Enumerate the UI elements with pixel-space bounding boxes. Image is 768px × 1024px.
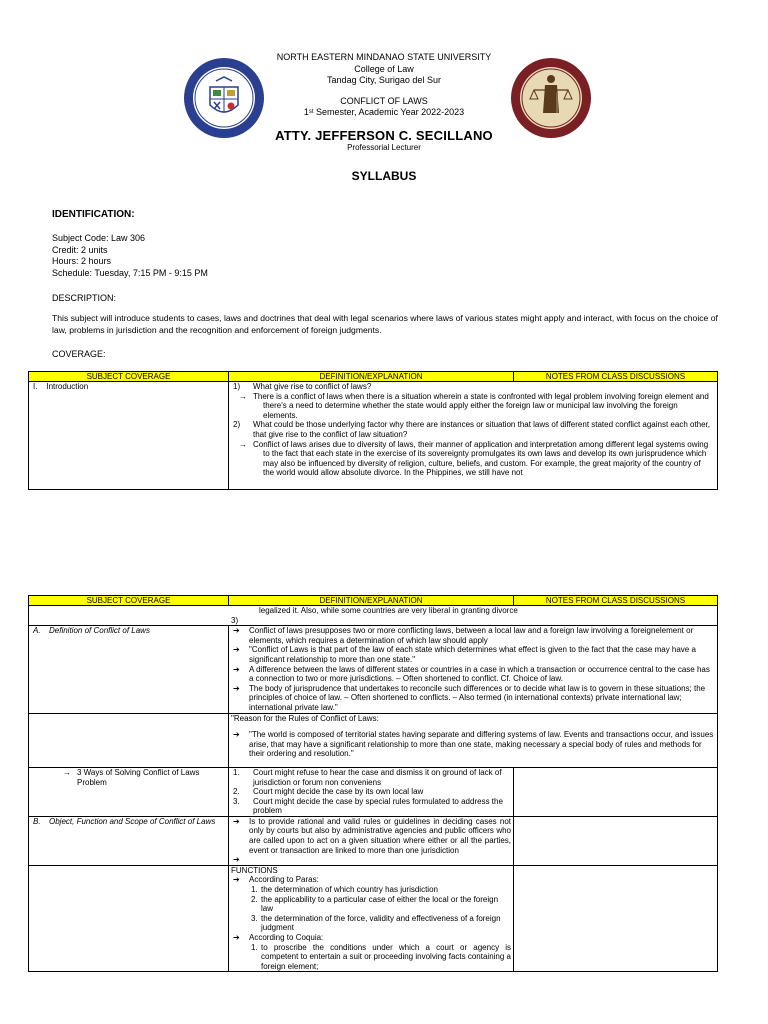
semester-number: 1	[303, 107, 309, 117]
arrow-icon: →	[63, 767, 71, 777]
bullet-arrow-icon: ➔	[233, 626, 240, 636]
topic-introduction	[31, 382, 226, 392]
topic-letter: B.	[33, 816, 41, 826]
table-row	[29, 606, 718, 626]
item-number: 2.	[233, 787, 240, 797]
bullet-arrow-icon: ➔	[233, 683, 240, 693]
topic-title: Introduction	[46, 382, 89, 391]
topic-cell	[29, 767, 229, 816]
object-text: Is to provide rational and valid rules or guidelines in deciding cases not only by courts but also by administrative agencies and public officers who are called upon to act on a given situation where either or all the parties, event or transaction are linked to more than one jurisdiction	[249, 816, 511, 855]
continuation-cell	[29, 606, 718, 626]
bullet-arrow-icon: ➔	[233, 855, 240, 865]
answer-text: There is a conflict of laws when there is a situation wherein a state is confronted with legal problem involving foreign element and there's a need to determine whether the state would apply either the foreign law or municipal law involving the foreign elements.	[253, 391, 709, 420]
empty-bullet-item	[231, 855, 511, 865]
definition-item	[231, 626, 715, 645]
definition-cell	[229, 626, 718, 713]
list-item	[231, 797, 511, 816]
subject-code: Subject Code: Law 306	[52, 233, 146, 243]
semester-suffix: st	[308, 109, 314, 115]
item-text: Court might refuse to hear the case and dismiss it on ground of lack of jurisdiction or forum non conveniens	[253, 767, 502, 787]
item-number: 1.	[251, 885, 258, 895]
question-number: 1)	[233, 382, 241, 391]
lecturer-name: ATTY. JEFFERSON C. SECILLANO	[275, 127, 493, 143]
arrow-icon: →	[239, 391, 247, 401]
header-definition: DEFINITION/EXPLANATION	[229, 596, 514, 606]
bullet-arrow-icon: ➔	[233, 875, 240, 885]
item-text: Court might decide the case by special rules formulated to address the problem	[253, 796, 503, 816]
notes-cell	[514, 816, 718, 865]
topic-letter: A.	[33, 626, 41, 636]
item-number: 1.	[233, 767, 240, 777]
item-number: 3.	[233, 796, 240, 806]
definition-text: The body of jurisprudence that undertakes to reconcile such differences or to decide what law is to govern in these situations; the principles of choice of law. – Often shortened to conflicts. – Also termed (in international contexts) private international law; international private law."	[249, 683, 706, 712]
bullet-arrow-icon: ➔	[233, 933, 240, 942]
definition-cell	[229, 382, 718, 490]
reason-text: "The world is composed of territorial states having separate and differing systems of law. Events and transactions occur, and issues arise, that may have a significant relationship to more than one state, making necessary a special body of rules and methods for their ordering and resolution."	[249, 730, 714, 759]
item-text: to proscribe the conditions under which a court or agency is competent to entertain a suit or proceeding involving facts containing a foreign element;	[261, 942, 511, 971]
coverage-heading: COVERAGE:	[52, 349, 106, 359]
question-item	[231, 382, 713, 392]
topic-title: 3 Ways of Solving Conflict of Laws Problem	[77, 767, 200, 787]
university-name: NORTH EASTERN MINDANAO STATE UNIVERSITY	[276, 52, 492, 62]
subject-details	[52, 233, 208, 279]
question-text: What could be those underlying factor why there are instances or situation that laws of different stated conflict against each other, that give rise to the conflict of law situation?	[253, 420, 711, 439]
lecturer-role: Professorial Lecturer	[347, 143, 421, 152]
topic-ways	[31, 768, 226, 787]
item-text: the applicability to a particular case of either the local or the foreign law	[261, 894, 499, 914]
semester-text: Semester, Academic Year 2022-2023	[313, 107, 465, 117]
answer-item	[231, 440, 713, 478]
description-heading: DESCRIPTION:	[52, 293, 117, 303]
header-subject-coverage: SUBJECT COVERAGE	[29, 372, 229, 382]
definition-cell	[229, 767, 514, 816]
topic-title: Definition of Conflict of Laws	[49, 626, 150, 636]
table-header-row	[29, 596, 718, 606]
coverage-table-page-1	[28, 371, 718, 490]
topic-cell	[29, 865, 229, 972]
topic-cell	[29, 713, 229, 767]
functions-source	[231, 875, 511, 885]
college-location: Tandag City, Surigao del Sur	[327, 75, 441, 85]
item-text: the determination of which country has jurisdiction	[261, 885, 438, 895]
table-row	[29, 816, 718, 865]
functions-cell	[229, 865, 514, 972]
source-label: According to Paras:	[249, 875, 319, 885]
reason-item	[231, 730, 715, 759]
bullet-arrow-icon: ➔	[233, 664, 240, 674]
list-item	[231, 943, 511, 972]
topic-object	[31, 817, 226, 827]
page-gap	[0, 540, 768, 580]
arrow-icon: →	[239, 439, 247, 449]
description-text: This subject will introduce students to cases, laws and doctrines that deal with legal scenarios where laws of various states might apply and interact, with focus on the choice of law, problems in jurisdiction and the recognition and enforcement of foreign judgments.	[52, 313, 718, 335]
item-number: 1.	[251, 942, 258, 952]
answer-text: Conflict of laws arises due to diversity of laws, their manner of application and interpretation among different legal systems owing to the fact that each state in the exercise of its sovereignty promulgates its own laws and develop its own jurisprudence which may also be influenced by diversity of religion, culture, beliefs, and custom. For example, the great majority of the country of the world would allow absolute divorce. In the Phippines, we still have not	[253, 439, 709, 478]
list-item	[231, 787, 511, 797]
item-text: the determination of the force, validity and effectiveness of a foreign judgment	[261, 913, 501, 933]
document-header	[0, 52, 768, 182]
definition-text: "Conflict of Laws is that part of the law of each state which determines what effect is given to the fact that the case may have a significant relationship to more than one state."	[249, 645, 696, 664]
header-notes: NOTES FROM CLASS DISCUSSIONS	[514, 372, 718, 382]
table-row	[29, 626, 718, 713]
item-text: Court might decide the case by its own local law	[253, 787, 424, 797]
definition-text: A difference between the laws of different states or countries in a case in which a transaction or occurrence central to the case has a connection to two or more jurisdictions. – Often shortened to conflict. Cf. Choice of law.	[249, 664, 710, 684]
subject-schedule: Schedule: Tuesday, 7:15 PM - 9:15 PM	[52, 267, 208, 278]
header-definition: DEFINITION/EXPLANATION	[229, 372, 514, 382]
header-subject-coverage: SUBJECT COVERAGE	[29, 596, 229, 606]
table-row	[29, 865, 718, 972]
topic-number: I.	[33, 382, 38, 391]
list-item	[231, 895, 511, 914]
definition-item	[231, 684, 715, 713]
answer-item	[231, 392, 713, 421]
question-text: What give rise to conflict of laws?	[253, 382, 372, 391]
college-name: College of Law	[354, 63, 414, 74]
item-number: 2.	[251, 894, 258, 904]
table-row	[29, 713, 718, 767]
subject-hours: Hours: 2 hours	[52, 256, 112, 266]
object-item	[231, 817, 511, 855]
definition-text: Conflict of laws presupposes two or more conflicting laws, between a local law and a foreign law involving a foreignelement or elements, which requires a determination of which law should apply	[249, 626, 694, 645]
reason-cell	[229, 713, 718, 767]
topic-definition	[31, 626, 226, 636]
functions-source	[231, 933, 511, 943]
table-row	[29, 382, 718, 490]
topic-cell	[29, 626, 229, 713]
item-number: 3.	[251, 913, 258, 923]
topic-cell	[29, 816, 229, 865]
bullet-arrow-icon: ➔	[233, 730, 240, 740]
question-number: 2)	[233, 420, 241, 430]
definition-item	[231, 665, 715, 684]
notes-cell	[514, 767, 718, 816]
notes-cell	[514, 865, 718, 972]
header-notes: NOTES FROM CLASS DISCUSSIONS	[514, 596, 718, 606]
document-title: SYLLABUS	[351, 168, 417, 183]
question-3-number: 3)	[231, 615, 239, 625]
definition-item	[231, 645, 715, 664]
definition-cell	[229, 816, 514, 865]
semester-line	[0, 107, 768, 119]
bullet-arrow-icon: ➔	[233, 645, 240, 655]
question-item	[231, 420, 713, 439]
course-title: CONFLICT OF LAWS	[340, 95, 428, 106]
functions-title: FUNCTIONS	[231, 865, 278, 875]
table-row	[29, 767, 718, 816]
reason-title: "Reason for the Rules of Conflict of Laws:	[231, 713, 379, 723]
coverage-table-page-2	[28, 595, 718, 972]
topic-title: Object, Function and Scope of Conflict of Laws	[49, 816, 216, 826]
list-item	[231, 885, 511, 895]
list-item	[231, 914, 511, 933]
identification-heading: IDENTIFICATION:	[52, 209, 135, 220]
source-label: According to Coquia:	[249, 933, 324, 942]
continuation-text: legalized it. Also, while some countries are very liberal in granting divorce	[259, 606, 518, 615]
list-item	[231, 768, 511, 787]
bullet-arrow-icon: ➔	[233, 816, 240, 826]
subject-credit: Credit: 2 units	[52, 244, 108, 255]
topic-cell	[29, 382, 229, 490]
table-header-row	[29, 372, 718, 382]
